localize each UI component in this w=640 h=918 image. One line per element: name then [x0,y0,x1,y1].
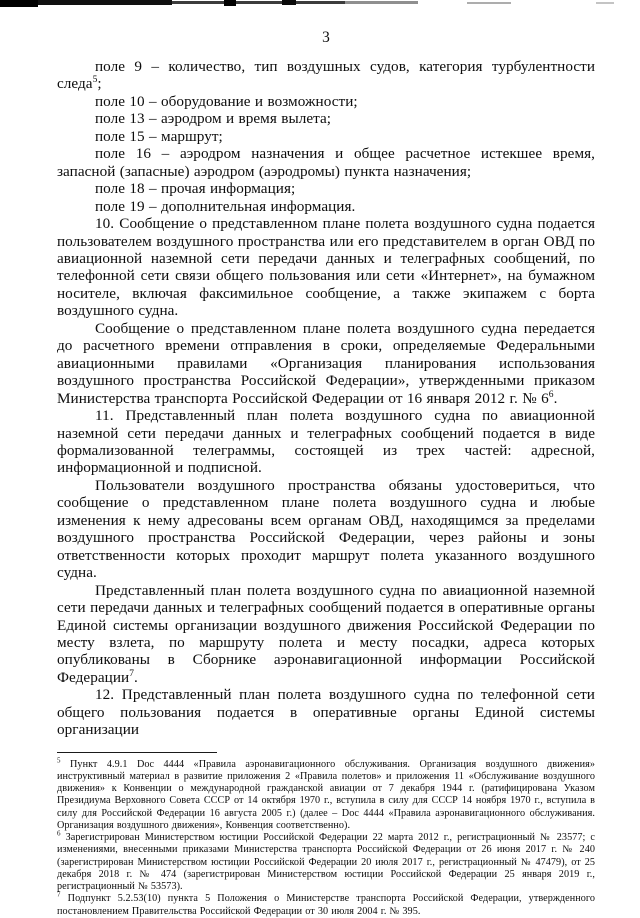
footnotes [57,752,595,918]
footnote-separator [57,752,217,753]
scan-artifact-segment [0,0,38,7]
paragraph [57,320,595,407]
footnote-text: Пункт 4.9.1 Doc 4444 «Правила аэронавигационного обслуживания. Организация воздушного движения» инструктивный материал в развитие приложения 2 «Правила полетов» и приложения 11 «Обслуживание воздушного движения» к Конвенции о международной гражданской авиации от 7 декабря 1944 г. (ратифицирована Указом Президиума Верховного Совета СССР от 14 октября 1970 г., вступила в силу для СССР 14 ноября 1970 г., вступила в силу для Российской Федерации 16 августа 2005 г.) (далее – Doc 4444 «Правила аэронавигационного обслуживания. Организация воздушного движения», Конвенция соответственно). [57,758,595,831]
paragraph-text: поле 15 – маршрут; [95,127,223,145]
paragraph [57,686,595,738]
paragraph [57,407,595,477]
paragraph-text: 11. Представленный план полета воздушного судна по авиационной наземной сети передачи данных и телеграфных сообщений подается в виде формализованной телеграммы, состоящей из трех частей: адресной, информационной и подписной. [57,407,595,477]
paragraph [57,58,595,93]
footnote-ref: 7 [129,668,134,679]
paragraph [57,180,595,197]
paragraph-text: Пользователи воздушного пространства обязаны удостовериться, что сообщение о представленном плане полета воздушного судна и любые изменения к нему адресованы всем органам ОВД, находящимся за пределами воздушного пространства Российской Федерации, через районы и зоны ответственности которых проходит маршрут полета указанного воздушного судна. [57,476,595,582]
paragraph [57,110,595,127]
paragraph-text: поле 18 – прочая информация; [95,180,296,198]
paragraph [57,477,595,582]
scan-artifact-segment [224,0,236,6]
scan-artifact-segment [172,1,345,4]
paragraph-text: 10. Сообщение о представленном плане полета воздушного судна подается пользователем воздушного пространства или его представителем в орган ОВД по авиационной наземной сети передачи данных и телеграфных сообщений, по телефонной сети связи общего пользования или сети «Интернет», на бумажном носителе, включая факсимильное сообщение, а также экипажем с борта воздушного судна. [57,215,595,320]
paragraph-text: поле 10 – оборудование и возможности; [95,92,358,110]
footnote [57,893,595,918]
footnote [57,756,595,833]
paragraph [57,145,595,180]
paragraph-tail: . [134,668,138,686]
document-body [57,58,595,918]
scan-artifact-segment [467,2,511,4]
paragraph-text: Представленный план полета воздушного судна по авиационной наземной сети передачи данных и телеграфных сообщений подается в оперативные органы Единой системы организации воздушного движения Российской Федерации по месту взлета, по маршруту полета и месту посадки, адреса которых опубликованы в Сборнике аэронавигационной информации Российской Федерации [57,581,595,686]
paragraph-text: поле 9 – количество, тип воздушных судов, категория турбулентности следа [57,58,595,93]
footnote-number: 6 [57,829,61,838]
paragraph-text: 12. Представленный план полета воздушного судна по телефонной сети общего пользования подается в оперативные органы Единой системы организации [57,686,595,739]
scan-artifact-segment [345,1,418,4]
paragraph [57,93,595,110]
footnote-ref: 5 [92,75,98,86]
paragraph-text: Сообщение о представленном плане полета воздушного судна передается до расчетного времени отправления в сроки, определяемые Федеральными авиационными правилами «Организация планирования использования воздушного пространства Российской Федерации», утвержденными приказом Министерства транспорта Российской Федерации от 16 января 2012 г. № 6 [57,319,595,407]
paragraph-tail: ; [97,75,102,93]
page-number: 3 [322,29,330,46]
scan-artifact [0,0,640,8]
footnote [57,829,595,893]
footnote-text: Зарегистрирован Министерством юстиции Российской Федерации 22 марта 2012 г., регистрационный № 23577; с изменениями, внесенными приказами Министерства транспорта Российской Федерации от 26 июня 2017 г. № 240 (зарегистрирован Министерством юстиции Российской Федерации 20 июля 2017 г., регистрационный № 47479), от 25 декабря 2018 г. № 474 (зарегистрирован Министерством юстиции Российской Федерации 25 января 2019 г., регистрационный № 53573). [57,832,595,893]
scan-artifact-segment [282,0,296,5]
footnote-number: 7 [57,891,61,900]
footnote-number: 5 [57,756,61,765]
paragraph-text: поле 13 – аэродром и время вылета; [95,110,332,128]
paragraph [57,215,595,320]
paragraph [57,582,595,687]
paragraph [57,128,595,145]
footnote-ref: 6 [548,389,554,400]
paragraph-text: поле 16 – аэродром назначения и общее расчетное истекшее время, запасной (запасные) аэродром (аэродромы) пункта назначения; [57,145,595,180]
footnote-text: Подпункт 5.2.53(10) пункта 5 Положения о Министерстве транспорта Российской Федерации, утвержденного постановлением Правительства Российской Федерации от 30 июля 2004 г. № 395. [57,893,595,917]
paragraph [57,198,595,215]
paragraph-text: поле 19 – дополнительная информация. [95,197,356,215]
paragraph-tail: . [553,389,558,407]
scan-artifact-segment [596,2,614,4]
